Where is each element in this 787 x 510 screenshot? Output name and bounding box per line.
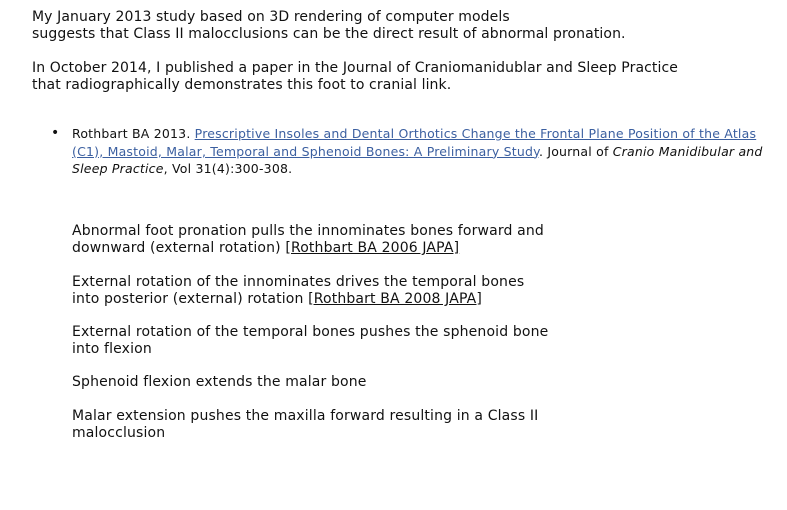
intro-paragraph-1 [32,9,626,43]
chain-step-5 [72,408,538,442]
citation-title-link[interactable]: Prescriptive Insoles and Dental Orthotics Change the Frontal Plane Position of the Atlas (C1), Mastoid, Malar, Temporal and Sphenoid Bones: A Preliminary Study [72,126,757,159]
citation-item [72,125,782,178]
citation-bullet: • [51,125,60,141]
reference-link-2008[interactable]: [Rothbart BA 2008 JAPA] [308,291,482,307]
chain-step-3-line-2: into flexion [72,341,152,357]
chain-step-1 [72,223,544,257]
chain-step-5-line-2: malocclusion [72,425,166,441]
chain-step-2-line-2: into posterior (external) rotation [72,291,309,307]
intro-line-2: suggests that Class II malocclusions can be the direct result of abnormal pronation. [32,26,626,42]
intro-line-1: My January 2013 study based on 3D rendering of computer models [32,9,510,25]
chain-step-1-line-1: Abnormal foot pronation pulls the innominates bones forward and [72,223,544,239]
intro-line-4: that radiographically demonstrates this foot to cranial link. [32,77,452,93]
intro-line-3: In October 2014, I published a paper in the Journal of Craniomanidublar and Sleep Practice [32,60,679,76]
citation-author: Rothbart BA 2013. [72,126,195,141]
reference-link-2006[interactable]: [Rothbart BA 2006 JAPA] [285,240,460,256]
chain-step-4-line-1: Sphenoid flexion extends the malar bone [72,374,367,390]
citation-volume: , Vol 31(4):300-308. [163,161,293,176]
chain-step-4 [72,374,367,391]
chain-step-3 [72,324,548,358]
chain-step-2 [72,274,524,308]
intro-paragraph-2 [32,60,678,94]
chain-step-1-line-2: downward (external rotation) [72,240,286,256]
chain-step-5-line-1: Malar extension pushes the maxilla forward resulting in a Class II [72,408,539,424]
chain-step-3-line-1: External rotation of the temporal bones pushes the sphenoid bone [72,324,549,340]
citation-journal-name: Cranio Manidibular and Sleep Practice [72,143,763,176]
chain-step-2-line-1: External rotation of the innominates drives the temporal bones [72,274,525,290]
citation-journal-prefix: . Journal of [538,143,613,159]
